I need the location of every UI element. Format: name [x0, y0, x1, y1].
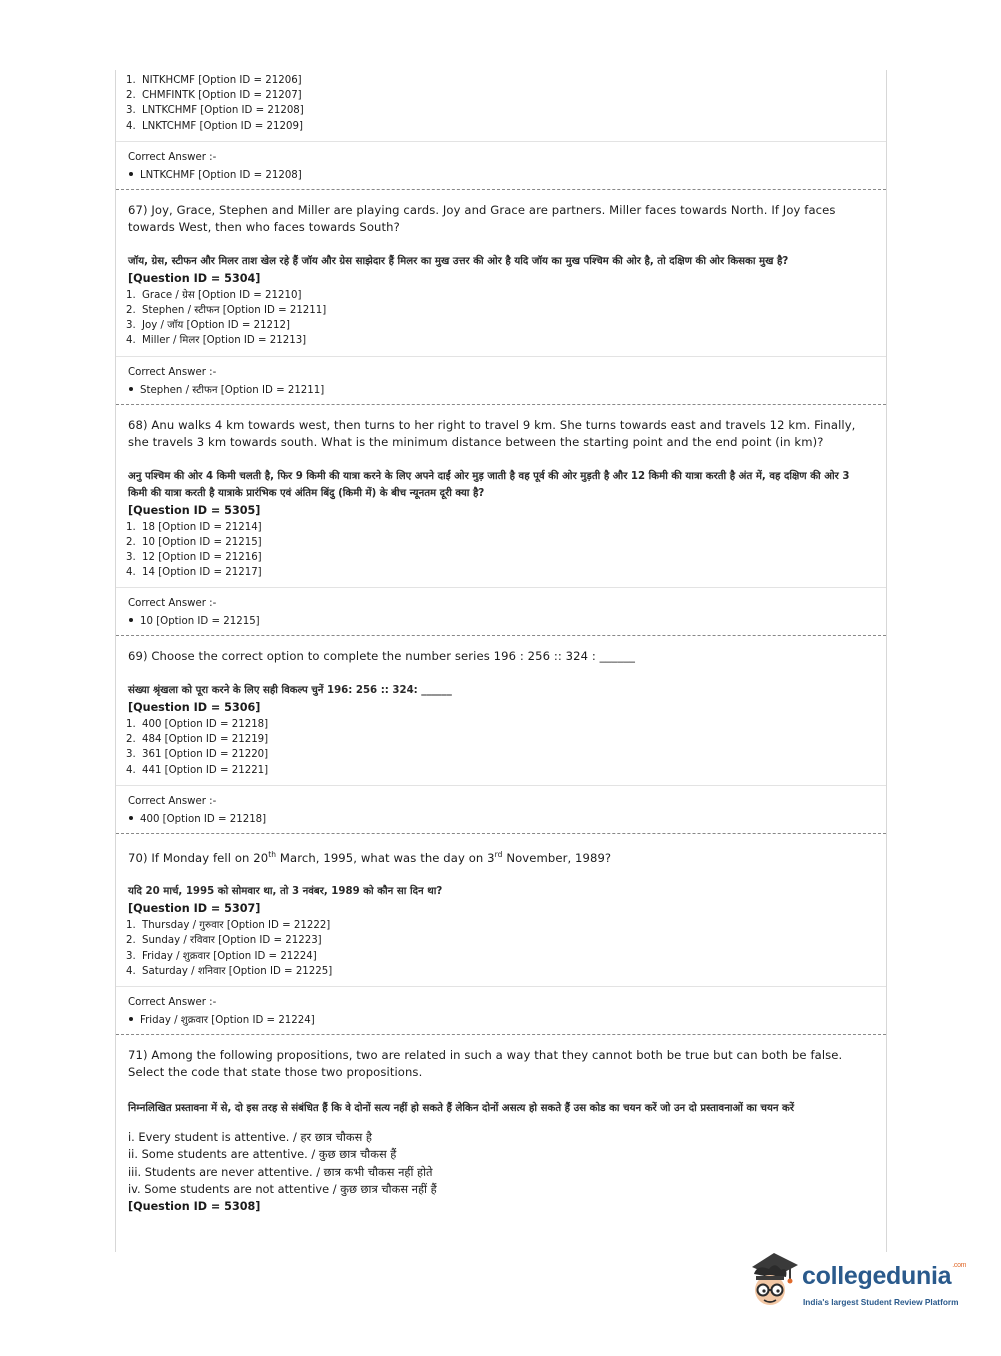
correct-answer: Stephen / स्टीफन [Option ID = 21211]: [128, 383, 886, 398]
correct-answer: 400 [Option ID = 21218]: [128, 812, 886, 827]
option-item: 1. 400 [Option ID = 21218]: [126, 718, 269, 730]
proposition-item: iv. Some students are not attentive / कुछ छात्र चौकस नहीं हैं: [128, 1182, 437, 1197]
correct-answer-block: [116, 356, 886, 404]
question-67-options: [116, 288, 886, 349]
option-item: 4. LNKTCHMF [Option ID = 21209]: [126, 120, 303, 132]
correct-answer-label: Correct Answer :-: [128, 598, 217, 610]
correct-answer: Friday / शुक्रवार [Option ID = 21224]: [128, 1013, 886, 1028]
question-text-hi: यदि 20 मार्च, 1995 को सोमवार था, तो 3 नवंबर, 1989 को कौन सा दिन था?: [128, 886, 443, 898]
option-item: 4. Saturday / शनिवार [Option ID = 21225]: [126, 965, 333, 977]
question-id: [Question ID = 5305]: [128, 503, 261, 517]
correct-answer-block: [116, 785, 886, 833]
question-70-options: [116, 918, 886, 979]
correct-answer-block: [116, 587, 886, 635]
proposition-item: i. Every student is attentive. / हर छात्र चौकस है: [128, 1129, 372, 1144]
q66-continuation: [116, 70, 886, 189]
proposition-item: iii. Students are never attentive. / छात्र कभी चौकस नहीं होते: [128, 1164, 433, 1179]
question-68: [116, 405, 886, 519]
question-67: [116, 190, 886, 287]
correct-answer-label: Correct Answer :-: [128, 366, 217, 378]
question-text-en: 69) Choose the correct option to complete the number series 196 : 256 :: 324 : ______: [128, 649, 636, 664]
bullet-icon: [129, 1017, 133, 1021]
option-item: 4. 14 [Option ID = 21217]: [126, 567, 262, 579]
question-71: [116, 1035, 886, 1215]
question-id: [Question ID = 5307]: [128, 902, 261, 916]
correct-answer-label: Correct Answer :-: [128, 996, 217, 1008]
option-item: 3. 12 [Option ID = 21216]: [126, 552, 262, 564]
correct-answer: 10 [Option ID = 21215]: [128, 614, 886, 629]
question-70: [116, 834, 886, 917]
question-text-hi: जॉय, ग्रेस, स्टीफन और मिलर ताश खेल रहे हैं जॉय और ग्रेस साझेदार हैं मिलर का मुख उत्तर की ओर है यदि जॉय का मुख पश्चिम की ओर है, तो दक्षिण की ओर किसका मुख है?: [128, 255, 789, 267]
bullet-icon: [129, 618, 133, 622]
option-item: 3. Joy / जॉय [Option ID = 21212]: [126, 320, 290, 332]
question-id: [Question ID = 5304]: [128, 271, 261, 285]
option-item: 2. 484 [Option ID = 21219]: [126, 734, 269, 746]
bullet-icon: [129, 172, 133, 176]
question-text-en: 68) Anu walks 4 km towards west, then turns to her right to travel 9 km. She turns towards east and travels 12 km. Finally, she travels 3 km towards south. What is the minimum distance between the starting point and the end point (in km)?: [128, 417, 856, 450]
correct-answer: LNTKCHMF [Option ID = 21208]: [128, 168, 886, 183]
question-id: [Question ID = 5308]: [128, 1199, 261, 1213]
bullet-icon: [129, 387, 133, 391]
option-item: 1. Grace / ग्रेस [Option ID = 21210]: [126, 289, 302, 301]
question-text-en: 71) Among the following propositions, two are related in such a way that they cannot both be true but can both be false. Select the code that state those two propositions.: [128, 1047, 843, 1080]
exam-page: [115, 70, 887, 1252]
option-item: 3. Friday / शुक्रवार [Option ID = 21224]: [126, 950, 317, 962]
option-item: 2. 10 [Option ID = 21215]: [126, 536, 262, 548]
logo-tagline: India's largest Student Review Platform: [803, 1297, 959, 1307]
option-item: 2. CHMFINTK [Option ID = 21207]: [126, 90, 302, 102]
correct-answer-block: [116, 986, 886, 1034]
propositions-list: [128, 1129, 866, 1199]
question-text-hi: निम्नलिखित प्रस्तावना में से, दो इस तरह से संबंधित हैं कि वे दोनों सत्य नहीं हो सकते हैं लेकिन दोनों असत्य हो सकते हैं उस कोड का चयन करें जो उन दो प्रस्तावनाओं का चयन करें: [128, 1102, 795, 1114]
correct-answer-label: Correct Answer :-: [128, 795, 217, 807]
option-item: 2. Sunday / रविवार [Option ID = 21223]: [126, 935, 322, 947]
logo-wordmark: collegedunia$^{.com}$: [802, 1262, 967, 1290]
bullet-icon: [129, 816, 133, 820]
option-item: 1. NITKHCMF [Option ID = 21206]: [126, 75, 302, 86]
option-item: 1. Thursday / गुरुवार [Option ID = 21222]: [126, 920, 331, 932]
question-text-hi: अनु पश्चिम की ओर 4 किमी चलती है, फिर 9 किमी की यात्रा करने के लिए अपने दाईं ओर मुड़ जाती है वह पूर्व की ओर मुड़ती है और 12 किमी की यात्रा करती है अंत में, वह दक्षिण की ओर 3 किमी की यात्रा करती है यात्राके प्रारंभिक एवं अंतिम बिंदु (किमी में) के बीच न्यूनतम दूरी क्या है?: [128, 470, 850, 499]
q66-options: [116, 73, 886, 134]
question-69: [116, 636, 886, 716]
option-item: 1. 18 [Option ID = 21214]: [126, 521, 262, 533]
proposition-item: ii. Some students are attentive. / कुछ छात्र चौकस हैं: [128, 1147, 397, 1162]
question-69-options: [116, 717, 886, 778]
option-item: 4. 441 [Option ID = 21221]: [126, 764, 269, 776]
option-item: 2. Stephen / स्टीफन [Option ID = 21211]: [126, 305, 327, 317]
question-text-hi: संख्या श्रृंखला को पूरा करने के लिए सही विकल्प चुनें 196: 256 :: 324: ______: [128, 684, 452, 696]
correct-answer-block: [116, 141, 886, 189]
question-text-en: 67) Joy, Grace, Stephen and Miller are playing cards. Joy and Grace are partners. Miller faces towards North. If Joy faces towards West, then who faces towards South?: [128, 202, 836, 235]
mascot-icon: [742, 1250, 804, 1316]
correct-answer-label: Correct Answer :-: [128, 151, 217, 163]
option-item: 3. LNTKCHMF [Option ID = 21208]: [126, 105, 304, 117]
question-text-en: 70) If Monday fell on 20th March, 1995, what was the day on 3rd November, 1989?: [128, 849, 612, 865]
option-item: 4. Miller / मिलर [Option ID = 21213]: [126, 335, 307, 347]
option-item: 3. 361 [Option ID = 21220]: [126, 749, 269, 761]
question-id: [Question ID = 5306]: [128, 700, 261, 714]
question-68-options: [116, 520, 886, 581]
collegedunia-logo: [742, 1250, 972, 1322]
